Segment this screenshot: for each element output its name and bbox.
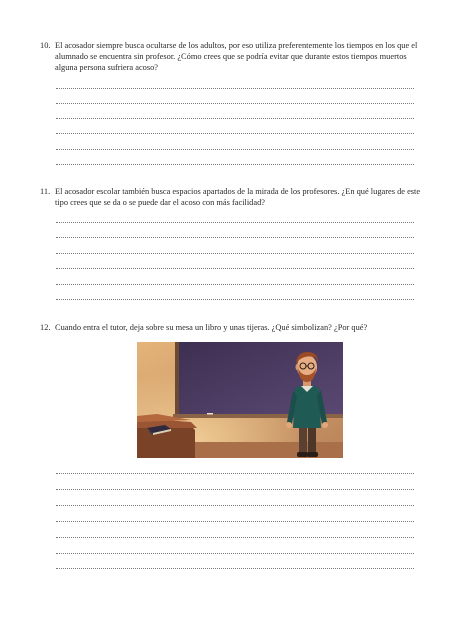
question-text: El acosador escolar también busca espacios apartados de la mirada de los profesores. ¿En qué lugares de este tipo crees que se da o se puede dar el acoso con más facilidad?: [55, 187, 421, 208]
answer-line[interactable]: [56, 299, 414, 300]
answer-line[interactable]: [56, 237, 414, 238]
question-number: 11.: [40, 187, 51, 196]
answer-line[interactable]: [56, 133, 414, 134]
question-11: [40, 186, 425, 208]
answer-line[interactable]: [56, 521, 414, 522]
question-text: Cuando entra el tutor, deja sobre su mesa un libro y unas tijeras. ¿Qué simbolizan? ¿Por qué?: [55, 323, 368, 332]
answer-line[interactable]: [56, 284, 414, 285]
question-10: [40, 40, 425, 74]
answer-line[interactable]: [56, 268, 414, 269]
answer-line[interactable]: [56, 505, 414, 506]
question-number: 12.: [40, 323, 51, 332]
answer-line[interactable]: [56, 489, 414, 490]
answer-line[interactable]: [56, 253, 414, 254]
question-12: [40, 322, 425, 333]
question-number: 10.: [40, 41, 51, 50]
answer-line[interactable]: [56, 553, 414, 554]
answer-line[interactable]: [56, 88, 414, 89]
teacher-classroom-illustration: [137, 342, 343, 458]
answer-line[interactable]: [56, 473, 414, 474]
answer-line[interactable]: [56, 149, 414, 150]
answer-line[interactable]: [56, 164, 414, 165]
answer-line[interactable]: [56, 103, 414, 104]
answer-line[interactable]: [56, 118, 414, 119]
answer-line[interactable]: [56, 537, 414, 538]
answer-line[interactable]: [56, 568, 414, 569]
answer-line[interactable]: [56, 222, 414, 223]
question-text: El acosador siempre busca ocultarse de los adultos, por eso utiliza preferentemente los tiempos en los que el alumnado se encuentra sin profesor. ¿Cómo crees que se podría evitar que durante estos tiempos muertos alguna persona sufriera acoso?: [55, 41, 418, 73]
